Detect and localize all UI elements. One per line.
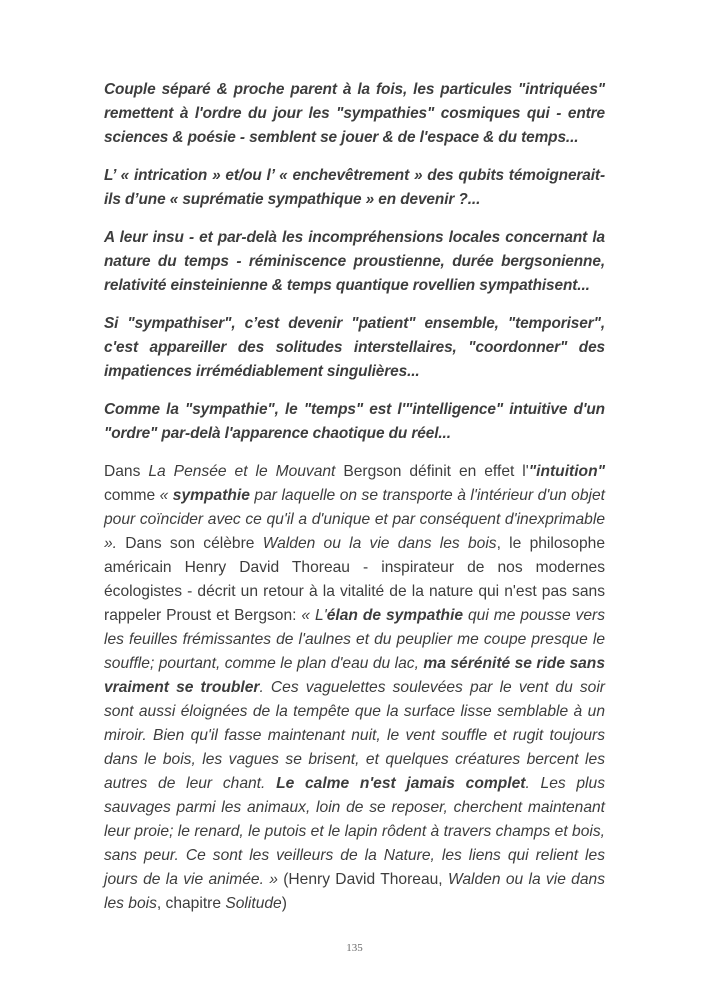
epigraph-paragraph: L’ « intrication » et/ou l’ « enchevêtrement » des qubits témoignerait-ils d’une « suprématie sympathique » en devenir ?... (104, 167, 605, 208)
chapter-title: Solitude (225, 895, 282, 912)
epigraph-paragraph: Comme la "sympathie", le "temps" est l'"intelligence" intuitive d'un "ordre" par-delà l'apparence chaotique du réel... (104, 401, 605, 442)
page-number: 135 (346, 942, 363, 954)
quote-open: « (159, 487, 173, 504)
bergson-quote: par laquelle on se transporte à l'intérieur d'un objet pour coïncider avec ce qu'il a d'unique et par conséquent d'inexprimable ». (104, 487, 605, 552)
emphasis: "intuition" (528, 463, 605, 480)
text-run: Dans son célèbre (117, 535, 263, 552)
book-title: Walden ou la vie dans les bois (262, 535, 497, 552)
thoreau-quote: . Ces vaguelettes soulevées par le vent du soir sont aussi éloignées de la tempête que la surface lisse semblable à un miroir. Bien qu'il fasse maintenant nuit, le vent souffle et rugit toujours dans le bois, les vagues se brisent, et quelques créatures bercent les autres de leur chant. (104, 679, 605, 792)
page-content (104, 78, 605, 930)
text-run: Bergson définit en effet l' (335, 463, 529, 480)
citation: , chapitre (156, 895, 226, 912)
text-run: comme (104, 487, 160, 504)
epigraph-paragraph: Couple séparé & proche parent à la fois, les particules "intriquées" remettent à l'ordre du jour les "sympathies" cosmiques qui - entre sciences & poésie - semblent se jouer & de l'espace & du temps... (104, 81, 605, 146)
body-paragraph (104, 460, 605, 916)
emphasis: élan de sympathie (326, 607, 464, 624)
citation: (Henry David Thoreau, (277, 871, 448, 888)
book-title: La Pensée et le Mouvant (148, 463, 336, 480)
citation: ) (281, 895, 287, 912)
thoreau-quote: qui me pousse vers les feuilles frémissantes de l'aulnes et du peuplier me coupe presque le souffle; pourtant, comme le plan d'eau du lac, (104, 607, 606, 672)
thoreau-quote: . Les plus sauvages parmi les animaux, loin de se reposer, cherchent maintenant leur proie; le renard, le putois et le lapin rôdent à travers champs et bois, sans peur. Ce sont les veilleurs de la Nature, les liens qui relient les jours de la vie animée. » (104, 775, 605, 888)
emphasis: ma sérénité se ride sans vraiment se troubler (104, 655, 605, 696)
emphasis: sympathie (172, 487, 250, 504)
text-run: , le philosophe américain Henry David Thoreau - inspirateur de nos modernes écologistes - décrit un retour à la vitalité de la nature qui n'est pas sans rappeler Proust et Bergson: (104, 535, 605, 624)
text-run: Dans (104, 463, 149, 480)
quote-open: « L' (301, 607, 327, 624)
epigraph-paragraph: Si "sympathiser", c’est devenir "patient" ensemble, "temporiser", c'est appareiller des solitudes interstellaires, "coordonner" des impatiences irrémédiablement singulières... (104, 315, 605, 380)
epigraph-paragraph: A leur insu - et par-delà les incompréhensions locales concernant la nature du temps - réminiscence proustienne, durée bergsonienne, relativité einsteinienne & temps quantique rovellien sympathisent... (104, 229, 605, 294)
book-title: Walden ou la vie dans les bois (104, 871, 605, 912)
emphasis: Le calme n'est jamais complet (276, 775, 526, 792)
